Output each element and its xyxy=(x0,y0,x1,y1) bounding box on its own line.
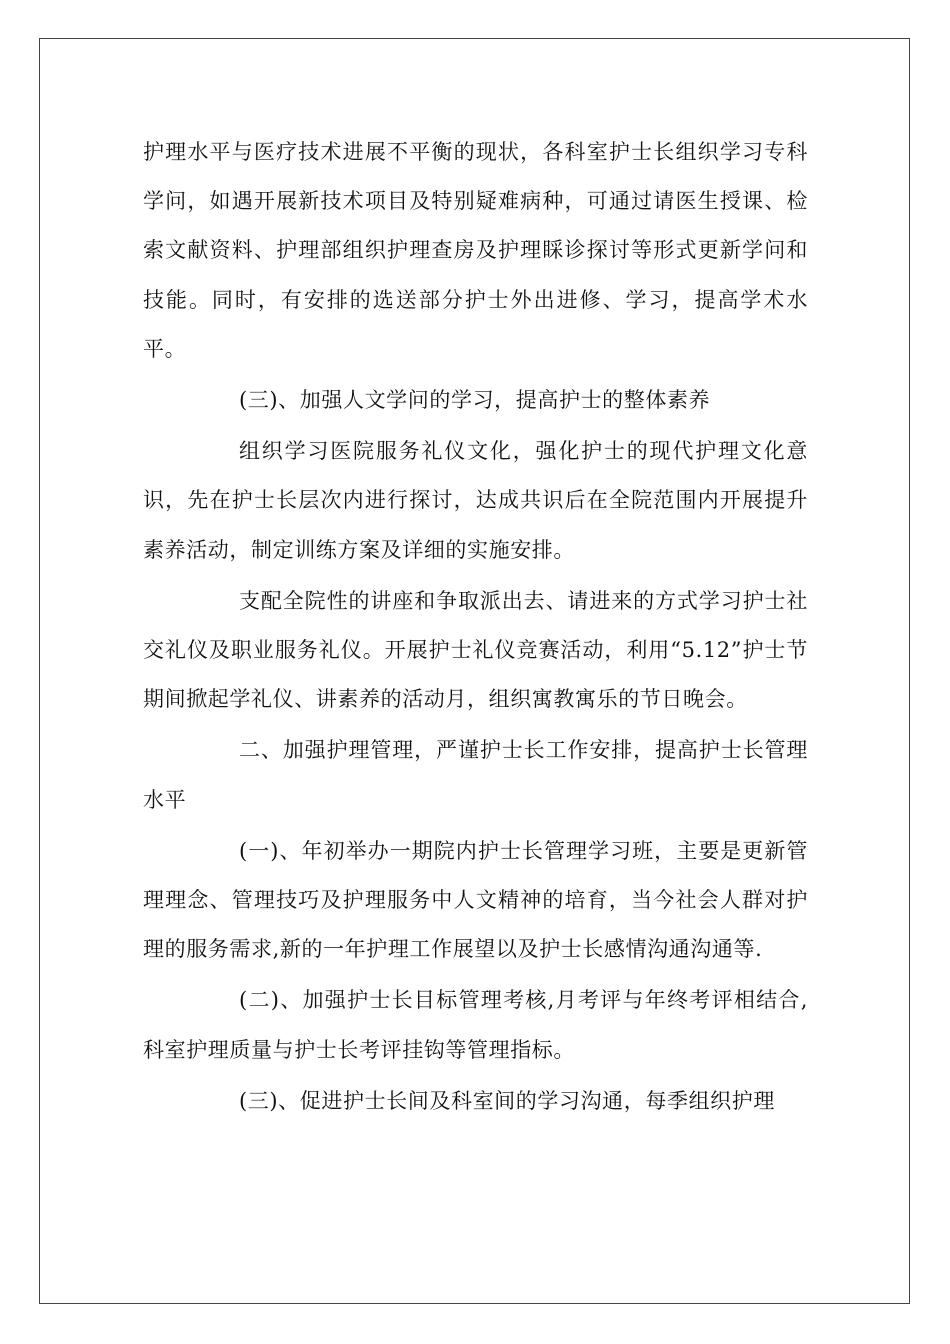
paragraph-continuation: 护理水平与医疗技术进展不平衡的现状，各科室护士长组织学习专科学问，如遇开展新技术项目及特别疑难病种，可通过请医生授课、检索文献资料、护理部组织护理查房及护理睬诊探讨等形式更新学问和技能。同时，有安排的选送部分护士外出进修、学习，提高学术水平。 xyxy=(143,140,808,361)
paragraph-etiquette-culture: 组织学习医院服务礼仪文化，强化护士的现代护理文化意识，先在护士长层次内进行探讨，达成共识后在全院范围内开展提升素养活动，制定训练方案及详细的实施安排。 xyxy=(143,439,808,562)
paragraph-assessment: (二)、加强护士长目标管理考核,月考评与年终考评相结合,科室护理质量与护士长考评挂钩等管理指标。 xyxy=(143,988,808,1062)
paragraph-training-class: (一)、年初举办一期院内护士长管理学习班，主要是更新管理理念、管理技巧及护理服务中人文精神的培育，当今社会人群对护理的服务需求,新的一年护理工作展望以及护士长感情沟通沟通等. xyxy=(143,838,808,962)
paragraph-lectures: 支配全院性的讲座和争取派出去、请进来的方式学习护士社交礼仪及职业服务礼仪。开展护士礼仪竞赛活动，利用“5.12”护士节期间掀起学礼仪、讲素养的活动月，组织寓教寓乐的节日晚会。 xyxy=(143,588,808,712)
paragraph-exchange: (三)、促进护士长间及科室间的学习沟通，每季组织护理 xyxy=(239,1088,775,1113)
section-heading-management: 二、加强护理管理，严谨护士长工作安排，提高护士长管理水平 xyxy=(143,738,808,812)
document-body xyxy=(143,128,808,1128)
section-heading-humanities: (三)、加强人文学问的学习，提高护士的整体素养 xyxy=(239,388,711,413)
